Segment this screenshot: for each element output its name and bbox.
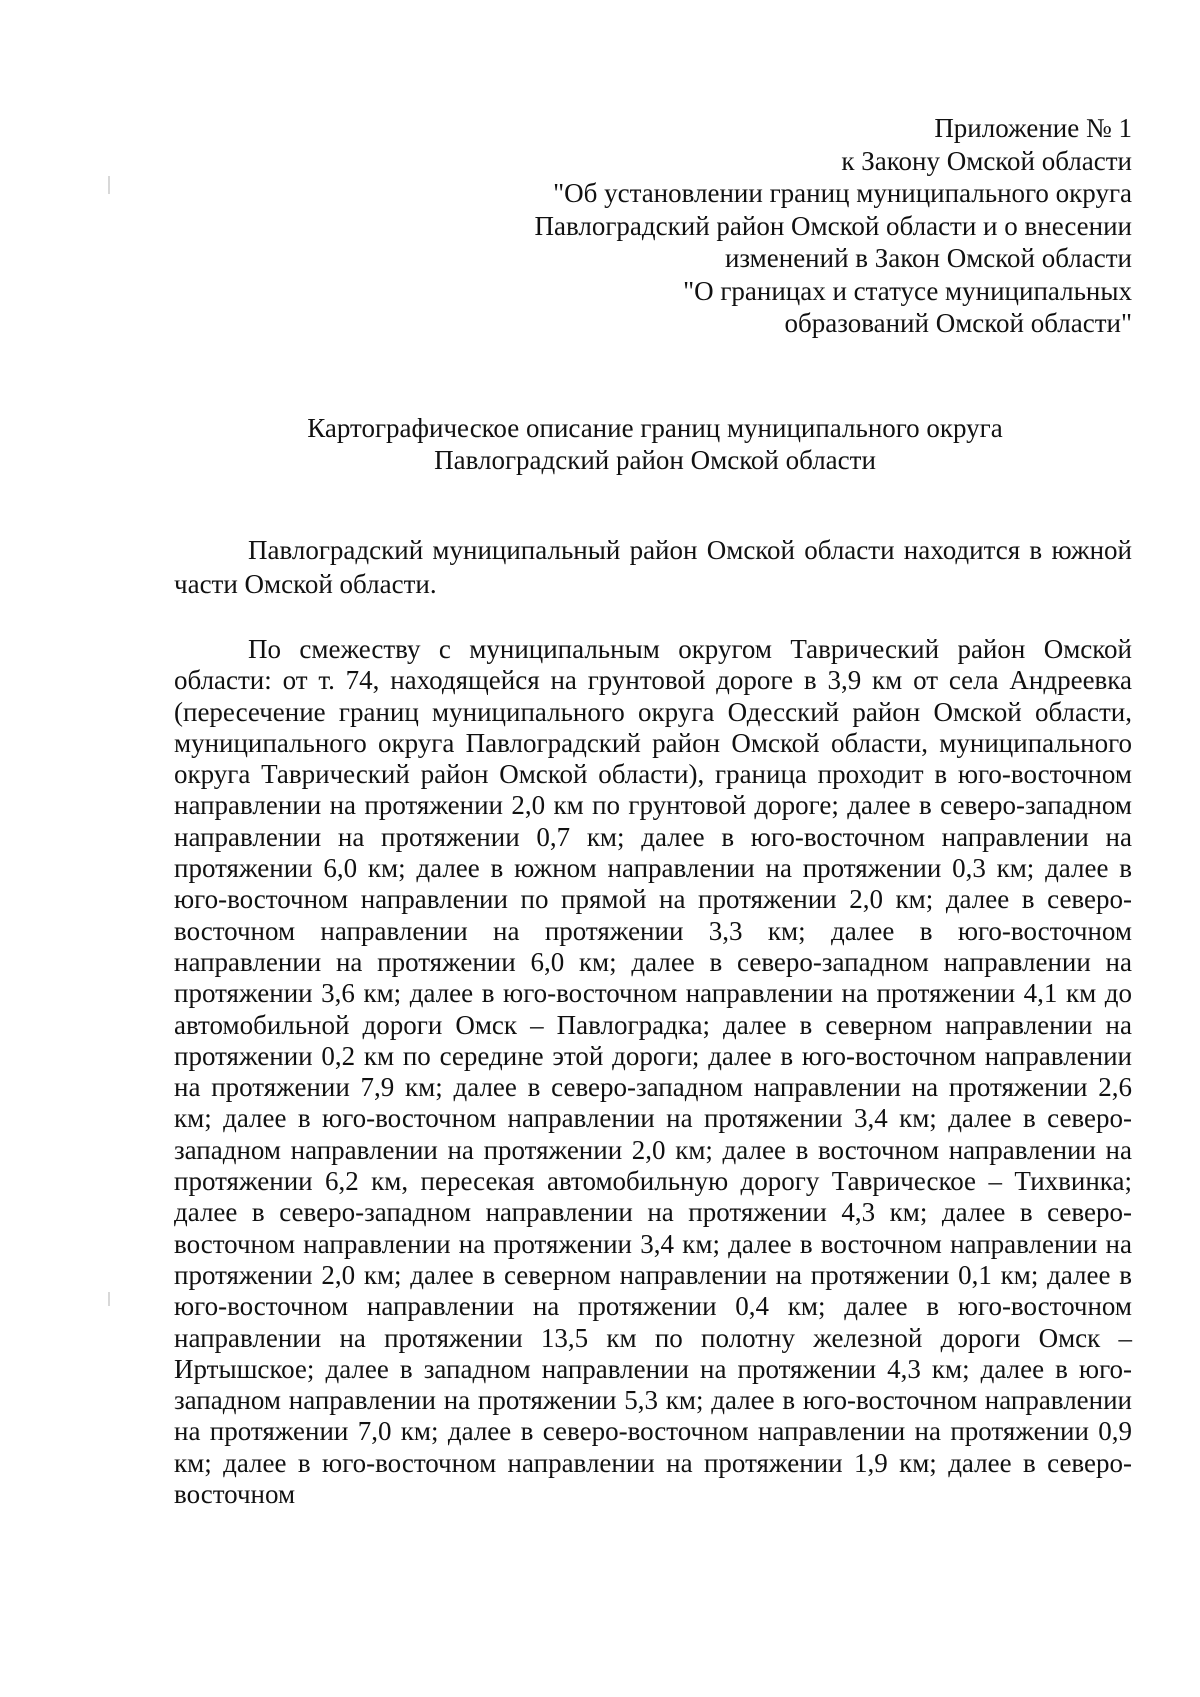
annex-line: "О границах и статусе муниципальных xyxy=(683,275,1132,306)
annex-line: Павлоградский район Омской области и о внесении xyxy=(534,210,1132,241)
annex-line: Приложение № 1 xyxy=(934,113,1132,143)
body-paragraph-2: По смежеству с муниципальным округом Таврический район Омской области: от т. 74, находящейся на грунтовой дороге в 3,9 км от села Андреевка (пересечение границ муниципального округа Одесский район Омской области, муниципального округа Павлоградский район Омской области, муниципального округа Таврический район Омской области), граница проходит в юго-восточном направлении на протяжении 2,0 км по грунтовой дороге; далее в северо-западном направлении на протяжении 0,7 км; далее в юго-восточном направлении на протяжении 6,0 км; далее в южном направлении на протяжении 0,3 км; далее в юго-восточном направлении по прямой на протяжении 2,0 км; далее в северо-восточном направлении на протяжении 3,3 км; далее в юго-восточном направлении на протяжении 6,0 км; далее в северо-западном направлении на протяжении 3,6 км; далее в юго-восточном направлении на протяжении 4,1 км до автомобильной дороги Омск – Павлоградка; далее в северном направлении на протяжении 0,2 км по середине этой дороги; далее в юго-восточном направлении на протяжении 7,9 км; далее в северо-западном направлении на протяжении 2,6 км; далее в юго-восточном направлении на протяжении 3,4 км; далее в северо-западном направлении на протяжении 2,0 км; далее в восточном направлении на протяжении 6,2 км, пересекая автомобильную дорогу Таврическое – Тихвинка; далее в северо-западном направлении на протяжении 4,3 км; далее в северо-восточном направлении на протяжении 3,4 км; далее в восточном направлении на протяжении 2,0 км; далее в северном направлении на протяжении 0,1 км; далее в юго-восточном направлении на протяжении 0,4 км; далее в юго-восточном направлении на протяжении 13,5 км по полотну железной дороги Омск – Иртышское; далее в западном направлении на протяжении 4,3 км; далее в юго-западном направлении на протяжении 5,3 км; далее в юго-восточном направлении на протяжении 7,0 км; далее в северо-восточном направлении на протяжении 0,9 км; далее в юго-восточном направлении на протяжении 1,9 км; далее в северо-восточном xyxy=(174,634,1132,1510)
body-paragraph-1: Павлоградский муниципальный район Омской области находится в южной части Омской области. xyxy=(174,535,1132,599)
title-line-2: Павлоградский район Омской области xyxy=(434,445,876,475)
annex-header xyxy=(535,112,1133,340)
annex-line: образований Омской области" xyxy=(784,308,1132,338)
scan-mark xyxy=(108,1292,110,1306)
scan-mark xyxy=(108,176,110,194)
annex-line: к Закону Омской области xyxy=(841,145,1132,176)
title-line-1: Картографическое описание границ муниципального округа xyxy=(307,413,1003,443)
annex-line: "Об установлении границ муниципального округа xyxy=(553,178,1132,208)
annex-line: изменений в Закон Омской области xyxy=(724,243,1132,273)
document-title xyxy=(0,412,1200,476)
